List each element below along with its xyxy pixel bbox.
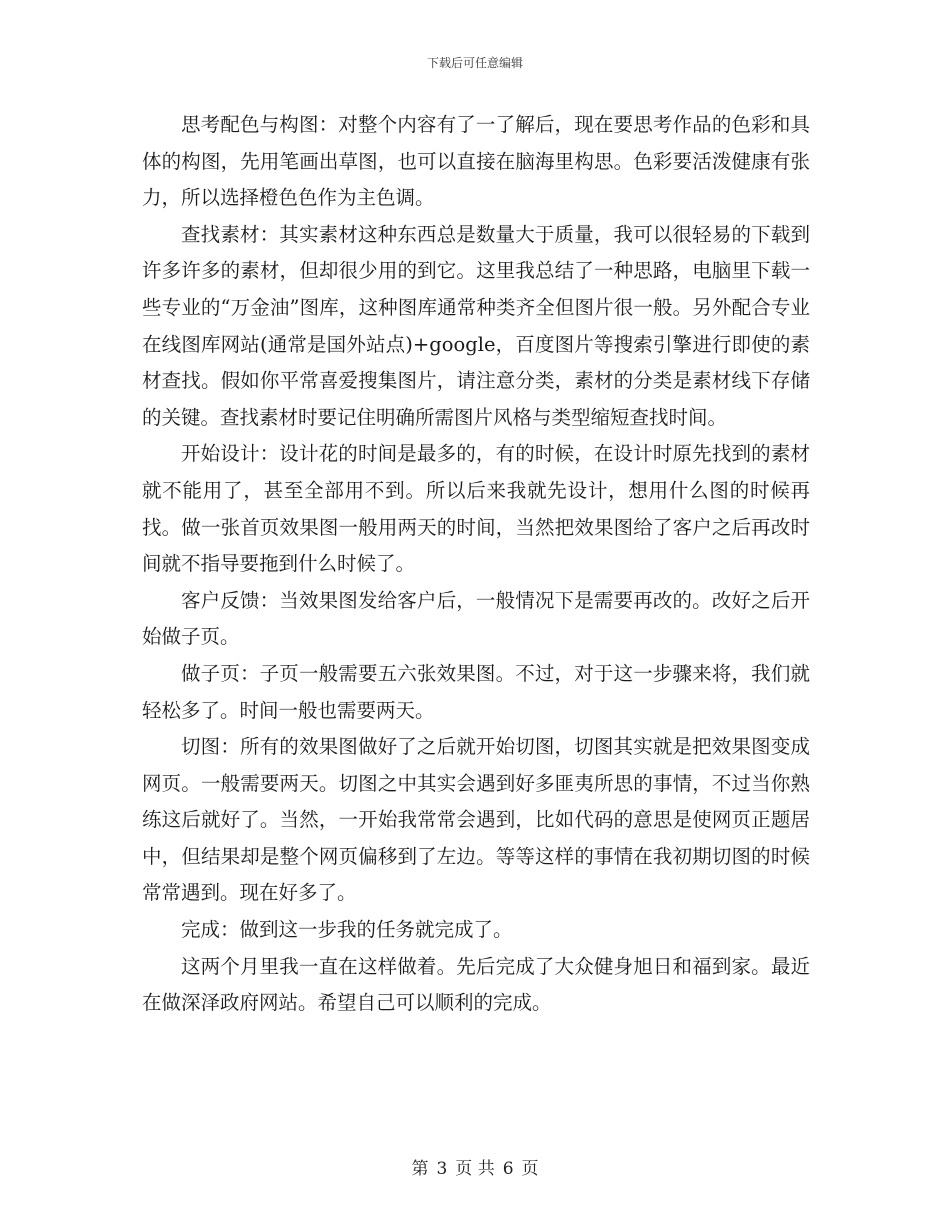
page-header: 下载后可任意编辑 bbox=[426, 56, 523, 70]
footer-total-pages: 6 bbox=[502, 1159, 514, 1179]
footer-prefix: 第 bbox=[411, 1159, 429, 1179]
paragraph-subpages: 做子页：子页一般需要五六张效果图。不过，对于这一步骤来将，我们就轻松多了。时间一般也需要两天。 bbox=[142, 661, 810, 722]
document-body bbox=[142, 107, 810, 1022]
paragraph-client-feedback: 客户反馈：当效果图发给客户后，一般情况下是需要再改的。改好之后开始做子页。 bbox=[142, 588, 810, 649]
paragraph-slicing: 切图：所有的效果图做好了之后就开始切图，切图其实就是把效果图变成网页。一般需要两天。切图之中其实会遇到好多匪夷所思的事情，不过当你熟练这后就好了。当然，一开始我常常会遇到，比如代码的意思是使网页正题居中，但结果却是整个网页偏移到了左边。等等这样的事情在我初期切图的时候常常遇到。现在好多了。 bbox=[142, 735, 810, 905]
footer-current-page: 3 bbox=[436, 1159, 448, 1179]
paragraph-complete: 完成：做到这一步我的任务就完成了。 bbox=[181, 918, 513, 942]
paragraph-find-materials: 查找素材：其实素材这种东西总是数量大于质量，我可以很轻易的下载到许多许多的素材，但却很少用的到它。这里我总结了一种思路，电脑里下载一些专业的“万金油”图库，这种图库通常种类齐全但图片很一般。另外配合专业在线图库网站(通常是国外站点)+google，百度图片等搜索引擎进行即使的素材查找。假如你平常喜爱搜集图片，请注意分类，素材的分类是素材线下存储的关键。查找素材时要记住明确所需图片风格与类型缩短查找时间。 bbox=[142, 222, 810, 429]
paragraph-start-design: 开始设计：设计花的时间是最多的，有的时候，在设计时原先找到的素材就不能用了，甚至全部用不到。所以后来我就先设计，想用什么图的时候再找。做一张首页效果图一般用两天的时间，当然把效果图给了客户之后再改时间就不指导要拖到什么时候了。 bbox=[142, 442, 810, 576]
page-footer bbox=[0, 1154, 950, 1179]
paragraph-color-composition: 思考配色与构图：对整个内容有了一了解后，现在要思考作品的色彩和具体的构图，先用笔画出草图，也可以直接在脑海里构思。色彩要活泼健康有张力，所以选择橙色色作为主色调。 bbox=[142, 113, 810, 210]
footer-suffix: 页 bbox=[521, 1159, 539, 1179]
footer-middle: 页 共 bbox=[455, 1159, 495, 1179]
paragraph-summary: 这两个月里我一直在这样做着。先后完成了大众健身旭日和福到家。最近在做深泽政府网站。希望自己可以顺利的完成。 bbox=[142, 954, 810, 1015]
